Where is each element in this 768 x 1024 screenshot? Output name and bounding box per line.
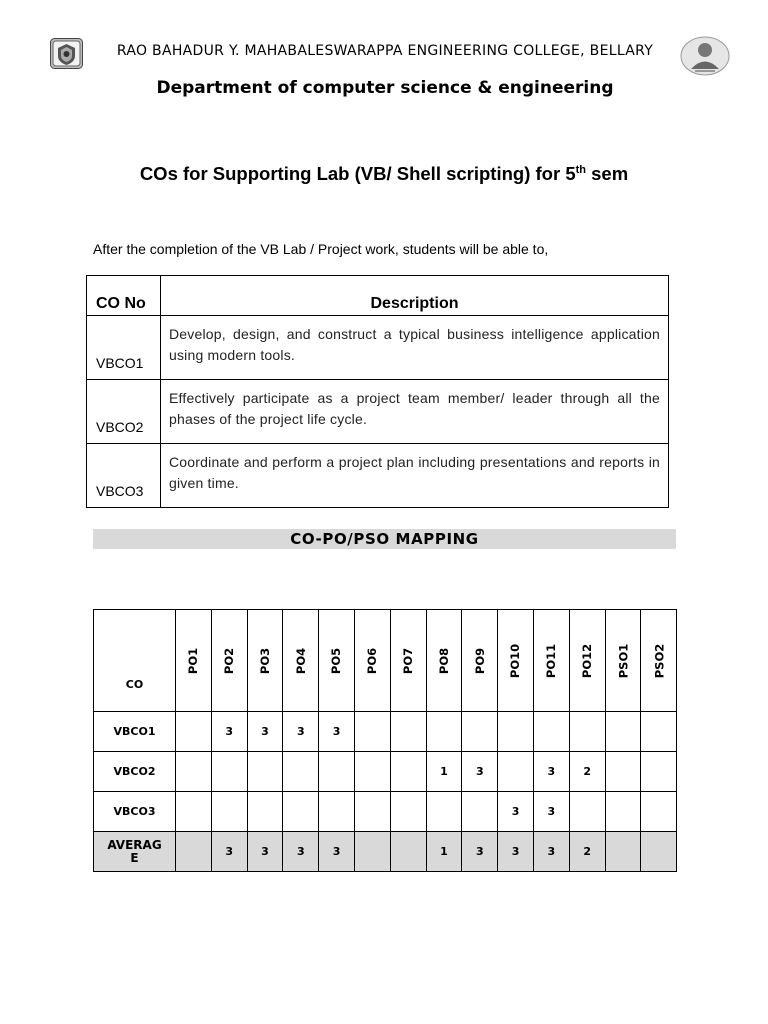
- mapping-value-cell: [354, 712, 390, 752]
- mapping-value-cell: [426, 712, 462, 752]
- mapping-value-cell: [605, 712, 641, 752]
- table-row: [94, 752, 677, 792]
- mapping-value-cell: 3: [283, 832, 319, 872]
- mapping-value-cell: [426, 792, 462, 832]
- po-column-header: [426, 610, 462, 712]
- mapping-section-title: CO-PO/PSO MAPPING: [93, 529, 676, 549]
- co-description-cell: Effectively participate as a project team member/ leader through all the phases of the project life cycle.: [161, 380, 669, 444]
- mapping-value-cell: [533, 712, 569, 752]
- mapping-value-cell: [569, 792, 605, 832]
- mapping-value-cell: 1: [426, 832, 462, 872]
- college-name: RAO BAHADUR Y. MAHABALESWARAPPA ENGINEERING COLLEGE, BELLARY: [116, 43, 654, 59]
- mapping-value-cell: 3: [462, 752, 498, 792]
- po-column-label: PSO2: [651, 643, 666, 678]
- mapping-value-cell: [354, 832, 390, 872]
- description-header: Description: [161, 276, 669, 316]
- mapping-value-cell: 3: [247, 712, 283, 752]
- mapping-value-cell: [319, 752, 355, 792]
- po-column-header: [390, 610, 426, 712]
- page-title: COs for Supporting Lab (VB/ Shell scripting) for 5th sem: [139, 163, 629, 184]
- po-column-header: [569, 610, 605, 712]
- mapping-value-cell: [283, 752, 319, 792]
- po-column-label: PO7: [401, 647, 416, 674]
- mapping-value-cell: [247, 792, 283, 832]
- po-column-header: [641, 610, 677, 712]
- po-column-label: PO1: [186, 647, 201, 674]
- co-description-table: [86, 275, 669, 508]
- mapping-value-cell: [605, 752, 641, 792]
- po-column-label: PO3: [257, 647, 272, 674]
- mapping-value-cell: 2: [569, 752, 605, 792]
- mapping-value-cell: [390, 832, 426, 872]
- co-no-cell: VBCO3: [87, 444, 161, 508]
- mapping-value-cell: 3: [211, 712, 247, 752]
- mapping-value-cell: [498, 752, 534, 792]
- po-column-header: [354, 610, 390, 712]
- mapping-value-cell: 3: [498, 832, 534, 872]
- po-column-header: [462, 610, 498, 712]
- po-column-label: PO8: [436, 647, 451, 674]
- po-column-label: PO6: [365, 647, 380, 674]
- mapping-value-cell: 3: [283, 712, 319, 752]
- co-label-cell: VBCO1: [94, 712, 176, 752]
- mapping-value-cell: [641, 832, 677, 872]
- mapping-value-cell: [605, 832, 641, 872]
- mapping-value-cell: [176, 832, 212, 872]
- department-name: Department of computer science & engineering: [156, 78, 614, 98]
- mapping-value-cell: [605, 792, 641, 832]
- mapping-value-cell: [569, 712, 605, 752]
- co-column-header: CO: [94, 610, 176, 712]
- mapping-value-cell: 1: [426, 752, 462, 792]
- college-crest-logo: [50, 38, 83, 69]
- mapping-value-cell: 2: [569, 832, 605, 872]
- co-description-cell: Develop, design, and construct a typical business intelligence application using modern tools.: [161, 316, 669, 380]
- mapping-value-cell: [247, 752, 283, 792]
- co-po-mapping-table: [93, 609, 677, 872]
- po-column-label: PO10: [508, 643, 523, 678]
- table-header-row: [87, 276, 669, 316]
- po-column-label: PO9: [472, 647, 487, 674]
- mapping-value-cell: [498, 712, 534, 752]
- mapping-value-cell: [641, 792, 677, 832]
- mapping-value-cell: [462, 712, 498, 752]
- mapping-value-cell: [354, 752, 390, 792]
- mapping-value-cell: 3: [247, 832, 283, 872]
- mapping-value-cell: 3: [533, 792, 569, 832]
- po-column-label: PO12: [580, 643, 595, 678]
- po-column-header: [605, 610, 641, 712]
- mapping-value-cell: [390, 792, 426, 832]
- co-label-cell: VBCO3: [94, 792, 176, 832]
- intro-text: After the completion of the VB Lab / Project work, students will be able to,: [93, 241, 549, 257]
- co-description-cell: Coordinate and perform a project plan including presentations and reports in given time.: [161, 444, 669, 508]
- mapping-header-row: [94, 610, 677, 712]
- mapping-value-cell: 3: [211, 832, 247, 872]
- po-column-label: PO11: [544, 643, 559, 678]
- mapping-value-cell: [390, 712, 426, 752]
- mapping-value-cell: [390, 752, 426, 792]
- po-column-header: [247, 610, 283, 712]
- co-no-cell: VBCO2: [87, 380, 161, 444]
- table-row: [87, 380, 669, 444]
- mapping-value-cell: 3: [462, 832, 498, 872]
- average-row: [94, 832, 677, 872]
- po-column-label: PO5: [329, 647, 344, 674]
- mapping-value-cell: 3: [319, 832, 355, 872]
- po-column-header: [498, 610, 534, 712]
- mapping-value-cell: [319, 792, 355, 832]
- po-column-header: [319, 610, 355, 712]
- mapping-value-cell: [283, 792, 319, 832]
- mapping-value-cell: [176, 792, 212, 832]
- mapping-value-cell: [211, 752, 247, 792]
- po-column-header: [533, 610, 569, 712]
- mapping-value-cell: [176, 752, 212, 792]
- mapping-value-cell: [462, 792, 498, 832]
- po-column-label: PO4: [293, 647, 308, 674]
- mapping-value-cell: [641, 752, 677, 792]
- mapping-value-cell: [354, 792, 390, 832]
- co-label-cell: VBCO2: [94, 752, 176, 792]
- po-column-header: [211, 610, 247, 712]
- table-row: [87, 316, 669, 380]
- co-no-header: CO No: [87, 276, 161, 316]
- mapping-value-cell: 3: [319, 712, 355, 752]
- po-column-header: [176, 610, 212, 712]
- po-column-header: [283, 610, 319, 712]
- mapping-value-cell: 3: [498, 792, 534, 832]
- co-label-cell: AVERAGE: [94, 832, 176, 872]
- mapping-value-cell: [211, 792, 247, 832]
- po-column-label: PO2: [222, 647, 237, 674]
- co-no-cell: VBCO1: [87, 316, 161, 380]
- mapping-value-cell: [176, 712, 212, 752]
- po-column-label: PSO1: [615, 643, 630, 678]
- mapping-value-cell: 3: [533, 832, 569, 872]
- table-row: [94, 712, 677, 752]
- table-row: [94, 792, 677, 832]
- founder-portrait-image: [680, 36, 730, 76]
- mapping-value-cell: 3: [533, 752, 569, 792]
- table-row: [87, 444, 669, 508]
- mapping-value-cell: [641, 712, 677, 752]
